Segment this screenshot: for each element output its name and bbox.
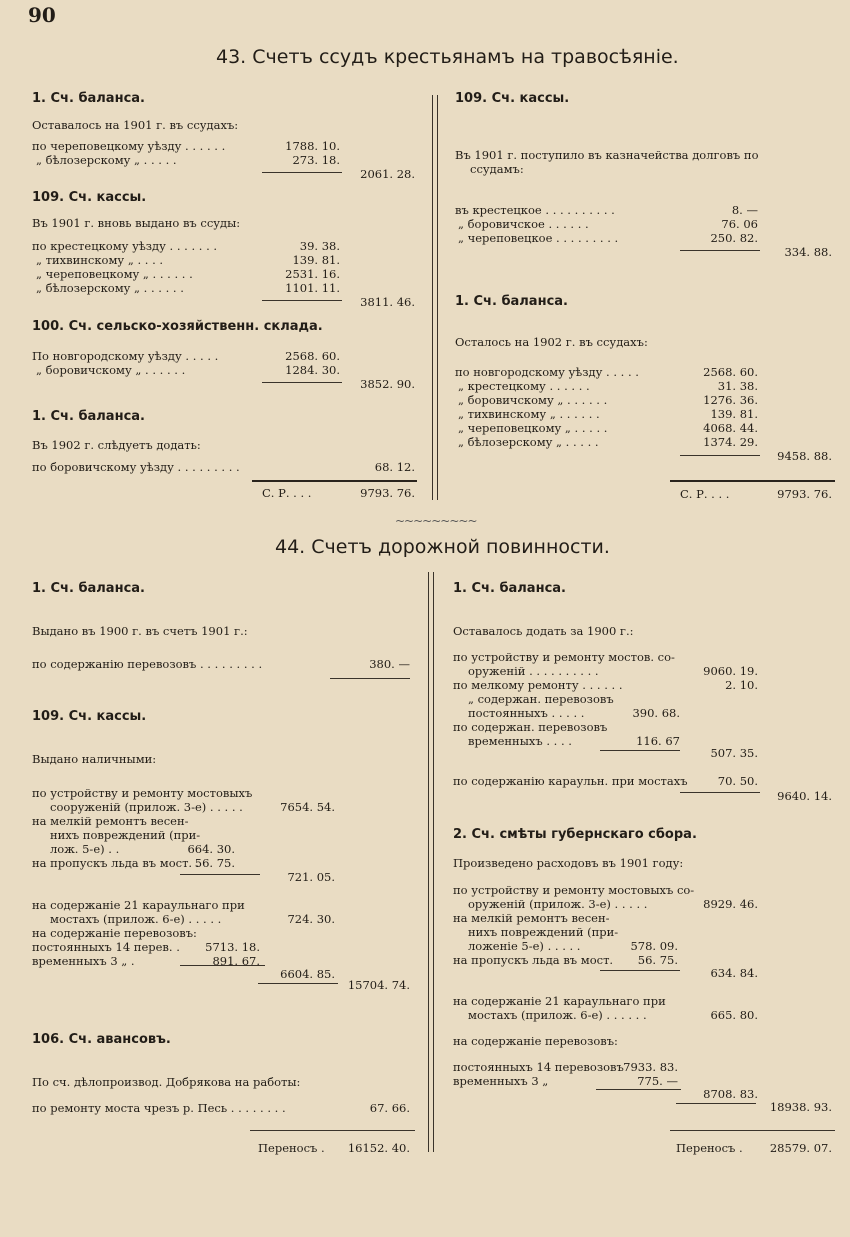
entry-label: „ бѣлозерскому „ . . . . . bbox=[458, 435, 599, 449]
entry-intro: По сч. дѣлопроизвод. Добрякова на работы: bbox=[32, 1075, 301, 1089]
entry-label: „ череповецкое . . . . . . . . . bbox=[458, 231, 619, 245]
entry-label: „ боровичскому „ . . . . . . bbox=[36, 363, 186, 377]
entry-amount: 1101. 11. bbox=[285, 281, 340, 295]
entry-intro: Осталось на 1902 г. въ ссудахъ: bbox=[455, 335, 648, 349]
total-label: С. Р. . . . bbox=[680, 487, 730, 501]
entry-amount: 273. 18. bbox=[292, 153, 340, 167]
subtotal: 9458. 88. bbox=[777, 449, 832, 463]
entry-amount: 9060. 19. bbox=[703, 664, 758, 678]
subtotal-rule bbox=[262, 172, 342, 173]
entry-label: мостахъ (прилож. 6-е) . . . . . bbox=[50, 912, 222, 926]
entry-label: на пропускъ льда въ мост. . bbox=[32, 856, 200, 870]
entry-amount: 139. 81. bbox=[292, 253, 340, 267]
account-heading: 109. Сч. кассы. bbox=[32, 190, 147, 205]
entry-label: нихъ повреждений (при- bbox=[468, 925, 619, 939]
carry-amount: 28579. 07. bbox=[769, 1141, 832, 1155]
entry-amount: 68. 12. bbox=[374, 460, 415, 474]
subtotal-rule bbox=[180, 874, 260, 875]
entry-label: на содержаніе 21 караульнаго при bbox=[453, 994, 666, 1008]
account-heading: 109. Сч. кассы. bbox=[455, 91, 570, 106]
entry-intro: Въ 1901 г. поступило въ казначейства долговъ по bbox=[455, 148, 759, 162]
entry-intro: ссудамъ: bbox=[470, 162, 524, 176]
column-divider bbox=[433, 572, 434, 1152]
entry-label: „ череповецкому „ . . . . . bbox=[458, 421, 608, 435]
entry-amount: 578. 09. bbox=[630, 939, 678, 953]
entry-amount: 665. 80. bbox=[710, 1008, 758, 1022]
entry-label: „ бѣлозерскому „ . . . . . bbox=[36, 153, 177, 167]
entry-amount: 56. 75. bbox=[194, 856, 235, 870]
subtotal-rule bbox=[258, 983, 338, 984]
entry-amount: 664. 30. bbox=[187, 842, 235, 856]
entry-label: по устройству и ремонту мостовыхъ bbox=[32, 786, 253, 800]
account-heading: 1. Сч. баланса. bbox=[32, 91, 145, 106]
entry-amount: 8929. 46. bbox=[703, 897, 758, 911]
entry-amount: 2568. 60. bbox=[703, 365, 758, 379]
entry-amount: 724. 30. bbox=[287, 912, 335, 926]
total-rule bbox=[250, 1130, 415, 1131]
entry-label: въ крестецкое . . . . . . . . . . bbox=[455, 203, 615, 217]
subtotal: 15704. 74. bbox=[347, 978, 410, 992]
entry-label: по ремонту моста чрезъ р. Песь . . . . . . . . bbox=[32, 1101, 286, 1115]
entry-label: сооруженій (прилож. 3-е) . . . . . bbox=[50, 800, 243, 814]
entry-label: лож. 5-е) . . bbox=[50, 842, 120, 856]
entry-amount: 891. 67. bbox=[212, 954, 260, 968]
entry-amount: 139. 81. bbox=[710, 407, 758, 421]
entry-amount: 2531. 16. bbox=[285, 267, 340, 281]
entry-amount: 2568. 60. bbox=[285, 349, 340, 363]
carry-label: Переносъ . bbox=[258, 1141, 325, 1155]
subtotal: 334. 88. bbox=[784, 245, 832, 259]
entry-intro: Въ 1901 г. вновь выдано въ ссуды: bbox=[32, 216, 241, 230]
entry-label: „ череповецкому „ . . . . . . bbox=[36, 267, 193, 281]
account-heading: 1. Сч. баланса. bbox=[32, 581, 145, 596]
entry-amount: 39. 38. bbox=[299, 239, 340, 253]
entry-intro: Оставалось на 1901 г. въ ссудахъ: bbox=[32, 118, 239, 132]
account-heading: 1. Сч. баланса. bbox=[32, 409, 145, 424]
entry-label: „ тихвинскому „ . . . . bbox=[36, 253, 164, 267]
entry-amount: 1276. 36. bbox=[703, 393, 758, 407]
total-rule bbox=[252, 480, 417, 482]
subtotal-rule bbox=[180, 965, 265, 966]
subtotal-rule bbox=[330, 678, 410, 679]
entry-amount: 70. 50. bbox=[717, 774, 758, 788]
subtotal-rule bbox=[600, 750, 680, 751]
entry-label: по мелкому ремонту . . . . . . bbox=[453, 678, 623, 692]
entry-amount: 5713. 18. bbox=[205, 940, 260, 954]
entry-label: на мелкій ремонтъ весен- bbox=[32, 814, 189, 828]
subtotal: 634. 84. bbox=[710, 966, 758, 980]
entry-label: на содержаніе перевозовъ: bbox=[32, 926, 197, 940]
entry-label: по содержанію караульн. при мостахъ bbox=[453, 774, 688, 788]
entry-amount: 2. 10. bbox=[725, 678, 758, 692]
entry-label: по череповецкому уѣзду . . . . . . bbox=[32, 139, 226, 153]
account-heading: 109. Сч. кассы. bbox=[32, 709, 147, 724]
entry-amount: 775. — bbox=[637, 1074, 678, 1088]
entry-label: по содержанію перевозовъ . . . . . . . . . bbox=[32, 657, 263, 671]
subtotal-rule bbox=[262, 382, 342, 383]
entry-amount: 1284. 30. bbox=[285, 363, 340, 377]
subtotal: 8708. 83. bbox=[703, 1087, 758, 1101]
entry-intro: Выдано наличными: bbox=[32, 752, 157, 766]
entry-label: „ содержан. перевозовъ bbox=[468, 692, 614, 706]
subtotal: 3811. 46. bbox=[360, 295, 415, 309]
entry-label: мостахъ (прилож. 6-е) . . . . . . bbox=[468, 1008, 647, 1022]
subtotal: 2061. 28. bbox=[360, 167, 415, 181]
entry-amount: 390. 68. bbox=[632, 706, 680, 720]
entry-label: ложеніе 5-е) . . . . . bbox=[468, 939, 581, 953]
entry-label: оруженій (прилож. 3-е) . . . . . bbox=[468, 897, 648, 911]
subtotal: 507. 35. bbox=[710, 746, 758, 760]
entry-amount: 1788. 10. bbox=[285, 139, 340, 153]
subtotal-rule bbox=[262, 300, 342, 301]
column-divider bbox=[428, 572, 429, 1152]
entry-label: на пропускъ льда въ мост. bbox=[453, 953, 614, 967]
entry-label: нихъ повреждений (при- bbox=[50, 828, 201, 842]
entry-amount: 116. 67 bbox=[636, 734, 680, 748]
entry-label: по крестецкому уѣзду . . . . . . . bbox=[32, 239, 218, 253]
account-heading: 1. Сч. баланса. bbox=[455, 294, 568, 309]
entry-amount: 4068. 44. bbox=[703, 421, 758, 435]
account-heading: 2. Сч. смѣты губернскаго сбора. bbox=[453, 827, 697, 842]
entry-intro: Оставалось додать за 1900 г.: bbox=[453, 624, 634, 638]
entry-label: постоянныхъ 14 перевозовъ bbox=[453, 1060, 624, 1074]
total-label: С. Р. . . . bbox=[262, 486, 312, 500]
total-rule bbox=[670, 480, 835, 482]
entry-amount: 1374. 29. bbox=[703, 435, 758, 449]
entry-intro: на содержаніе перевозовъ: bbox=[453, 1034, 618, 1048]
subtotal-rule bbox=[596, 1089, 681, 1090]
subtotal-rule bbox=[680, 455, 760, 456]
entry-label: „ боровичскому „ . . . . . . bbox=[458, 393, 608, 407]
account-heading: 100. Сч. сельско-хозяйственн. склада. bbox=[32, 319, 323, 334]
entry-label: на содержаніе 21 караульнаго при bbox=[32, 898, 245, 912]
entry-label: По новгородскому уѣзду . . . . . bbox=[32, 349, 219, 363]
subtotal-rule bbox=[676, 1103, 756, 1104]
entry-label: по боровичскому уѣзду . . . . . . . . . bbox=[32, 460, 240, 474]
carry-label: Переносъ . bbox=[676, 1141, 743, 1155]
entry-amount: 380. — bbox=[369, 657, 410, 671]
entry-label: по содержан. перевозовъ bbox=[453, 720, 608, 734]
section-separator: ~~~~~~~~~ bbox=[395, 514, 477, 528]
subtotal-rule bbox=[680, 792, 760, 793]
entry-amount: 250. 82. bbox=[710, 231, 758, 245]
entry-label: временныхъ . . . . bbox=[468, 734, 572, 748]
entry-amount: 8. — bbox=[731, 203, 758, 217]
section-43-title: 43. Счетъ ссудъ крестьянамъ на травосѣяніе. bbox=[216, 46, 679, 68]
entry-label: постоянныхъ . . . . . bbox=[468, 706, 585, 720]
section-44-title: 44. Счетъ дорожной повинности. bbox=[275, 536, 610, 558]
subtotal: 721. 05. bbox=[287, 870, 335, 884]
entry-amount: 31. 38. bbox=[717, 379, 758, 393]
total-amount: 9793. 76. bbox=[360, 486, 415, 500]
entry-intro: Въ 1902 г. слѣдуетъ додать: bbox=[32, 438, 201, 452]
entry-label: по устройству и ремонту мостов. со- bbox=[453, 650, 675, 664]
entry-label: „ крестецкому . . . . . . bbox=[458, 379, 590, 393]
subtotal: 6604. 85. bbox=[280, 967, 335, 981]
entry-intro: Произведено расходовъ въ 1901 году: bbox=[453, 856, 684, 870]
total-amount: 9793. 76. bbox=[777, 487, 832, 501]
entry-amount: 7933. 83. bbox=[623, 1060, 678, 1074]
account-heading: 1. Сч. баланса. bbox=[453, 581, 566, 596]
entry-label: на мелкій ремонтъ весен- bbox=[453, 911, 610, 925]
entry-label: „ тихвинскому „ . . . . . . bbox=[458, 407, 600, 421]
entry-label: временныхъ 3 „ bbox=[453, 1074, 549, 1088]
entry-amount: 76. 06 bbox=[721, 217, 758, 231]
total-rule bbox=[670, 1130, 835, 1131]
entry-label: по устройству и ремонту мостовыхъ со- bbox=[453, 883, 695, 897]
entry-label: постоянныхъ 14 перев. . bbox=[32, 940, 180, 954]
subtotal: 9640. 14. bbox=[777, 789, 832, 803]
subtotal: 3852. 90. bbox=[360, 377, 415, 391]
account-heading: 106. Сч. авансовъ. bbox=[32, 1032, 171, 1047]
entry-intro: Выдано въ 1900 г. въ счетъ 1901 г.: bbox=[32, 624, 248, 638]
carry-amount: 16152. 40. bbox=[347, 1141, 410, 1155]
entry-label: оруженій . . . . . . . . . . bbox=[468, 664, 599, 678]
entry-amount: 7654. 54. bbox=[280, 800, 335, 814]
entry-label: по новгородскому уѣзду . . . . . bbox=[455, 365, 639, 379]
subtotal: 18938. 93. bbox=[769, 1100, 832, 1114]
entry-amount: 56. 75. bbox=[637, 953, 678, 967]
entry-label: „ боровичское . . . . . . bbox=[458, 217, 589, 231]
subtotal-rule bbox=[600, 970, 680, 971]
entry-label: временныхъ 3 „ . bbox=[32, 954, 135, 968]
subtotal-rule bbox=[680, 250, 760, 251]
column-divider bbox=[432, 95, 433, 500]
entry-label: „ бѣлозерскому „ . . . . . . bbox=[36, 281, 184, 295]
entry-amount: 67. 66. bbox=[369, 1101, 410, 1115]
column-divider bbox=[437, 95, 438, 500]
page-number: 90 bbox=[28, 3, 56, 27]
